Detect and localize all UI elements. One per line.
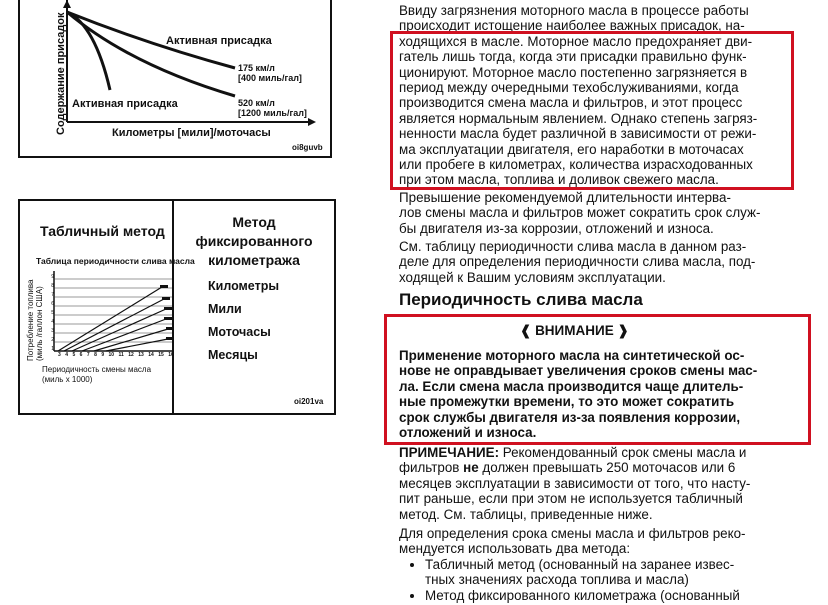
section-heading: Периодичность слива масла: [399, 290, 643, 309]
text-line: ходящихся в масле. Моторное масло предохраняет дви-: [399, 33, 753, 49]
methods-list: [399, 557, 779, 603]
option-engine-hours: Моточасы: [208, 325, 271, 339]
highlight-box-contamination: [390, 31, 794, 190]
x-tick: 15: [158, 352, 164, 358]
figure1-code: oi8guvb: [292, 143, 323, 152]
text-line: производится смена масла и фильтров, и этот процесс: [399, 95, 743, 111]
text-line: метод. См. таблицы, приведенные ниже.: [399, 506, 653, 522]
figure2-x-ticks: [58, 352, 174, 358]
figure2-y-label-line2: (миль /галлон США): [35, 286, 44, 361]
list-item-line: тных значениях расхода топлива и масла): [425, 572, 689, 588]
text-line: См. таблицу периодичности слива масла в данном раз-: [399, 239, 747, 254]
text-line: месяцев эксплуатации в зависимости от того, что насту-: [399, 475, 751, 491]
text-line: нове не оправдывает увеличения сроков смены мас-: [399, 363, 758, 379]
y-tick: 7: [51, 292, 54, 298]
text-line: деле для определения периодичности слива масла, под-: [399, 254, 756, 270]
figure2-x-label-line1: Периодичность смены масла: [42, 365, 152, 374]
warning-left-icon: ❰: [520, 323, 536, 338]
x-tick: 9: [101, 352, 105, 358]
figure2-x-label: [42, 365, 151, 385]
text-line: ные промежутки времени, то это может сократить: [399, 394, 735, 410]
figure2-code: oi201va: [294, 397, 324, 406]
figure1-value1-line2: [400 миль/гал]: [238, 73, 302, 83]
text-line: Для определения срока смены масла и фильтров реко-: [399, 526, 746, 541]
figure2-fixed-distance-title: [176, 213, 332, 270]
paragraph-see-table: [399, 239, 779, 285]
x-tick: 11: [118, 352, 124, 358]
figure1-value1-line1: 175 км/л: [238, 63, 275, 73]
list-item: [425, 588, 779, 603]
text-line: ма эксплуатации двигателя, его наработки в моточасах: [399, 141, 744, 157]
x-tick: 3: [58, 352, 61, 358]
figure2-chart: [44, 267, 174, 363]
figure-additive-depletion: [0, 0, 330, 158]
list-item-line: Метод фиксированного километража (основанный: [425, 587, 740, 603]
note-text: должен превышать 250 моточасов или 6: [478, 460, 736, 476]
text-line: ходящей к Вашим условиям эксплуатации.: [399, 269, 666, 285]
x-tick: 12: [128, 352, 134, 358]
figure1-curve-bottom-label: Активная присадка: [72, 98, 178, 110]
y-tick: 3: [51, 328, 54, 334]
text-line: ционируют. Моторное масло постепенно загрязняется в: [399, 64, 748, 80]
warning-right-icon: ❱: [613, 323, 629, 338]
figure2-fixed-title-line1: Метод фиксированного: [195, 214, 313, 249]
text-line: Ввиду загрязнения моторного масла в процессе работы: [399, 3, 749, 18]
x-tick: 8: [94, 352, 97, 358]
x-tick: 16: [168, 352, 174, 358]
y-tick: 6: [51, 301, 54, 307]
text-line: при этом масла, топлива и доливок свежего масла.: [399, 172, 719, 188]
y-tick: 2: [51, 337, 54, 343]
note-text: Рекомендованный срок смены масла и: [499, 445, 747, 460]
note-emphasis: не: [463, 460, 479, 476]
text-line: период между очередными техобслуживаниями, когда: [399, 80, 739, 96]
option-miles: Мили: [208, 302, 242, 316]
y-tick: 8: [51, 283, 54, 289]
figure2-y-label: [26, 280, 44, 362]
highlight-box-warning: [384, 314, 811, 445]
figure2-table-method-title: Табличный метод: [40, 223, 165, 239]
paragraph-two-methods: [399, 526, 779, 603]
text-line: ненности масла будет различной в зависимости от режи-: [399, 126, 757, 142]
text-line: мендуется использовать два метода:: [399, 541, 631, 557]
figure2-fixed-title-line2: километража: [208, 252, 300, 268]
y-tick: 9: [51, 274, 54, 280]
note-text: фильтров: [399, 460, 464, 476]
x-tick: 4: [65, 352, 68, 358]
option-kilometers: Километры: [208, 279, 280, 293]
figure1-curve-top-label: Активная присадка: [166, 35, 272, 47]
figure2-chart-title: Таблица периодичности слива масла: [36, 256, 195, 266]
figure1-value2-line2: [1200 миль/гал]: [238, 108, 307, 118]
list-item-line: Табличный метод (основанный на заранее извес-: [425, 556, 735, 572]
x-tick: 6: [79, 352, 83, 358]
x-tick: 10: [108, 352, 115, 358]
text-line: срок службы двигателя из-за появления коррозии,: [399, 409, 741, 425]
text-line: лов смены масла и фильтров может сократить срок служ-: [399, 205, 761, 221]
text-line: Применение моторного масла на синтетической ос-: [399, 348, 745, 363]
text-line: происходит истощение наиболее важных присадок, на-: [399, 18, 745, 34]
x-tick: 14: [148, 352, 154, 358]
text-line: пит раньше, если при этом не используется табличный: [399, 491, 743, 507]
y-tick: 5: [51, 310, 54, 316]
x-tick: 5: [72, 352, 76, 358]
text-line: или пробеге в километрах, количества израсходованных: [399, 157, 753, 173]
note-label: ПРИМЕЧАНИЕ:: [399, 445, 500, 460]
figure-oil-change-methods: [18, 199, 336, 415]
x-tick: 13: [138, 352, 144, 358]
list-item: [425, 557, 779, 588]
text-line: гатель лишь тогда, когда эти присадки правильно функ-: [399, 49, 747, 65]
figure1-y-axis-label: Содержание присадок: [55, 12, 67, 135]
text-line: Превышение рекомендуемой длительности интерва-: [399, 190, 731, 205]
text-line: является нормальным явлением. Однако степень загряз-: [399, 110, 758, 126]
paragraph-exceeding-interval: [399, 190, 779, 236]
note-paragraph: [399, 445, 779, 522]
x-tick: 7: [86, 352, 90, 358]
y-tick: 4: [51, 319, 54, 325]
text-line: ла. Если смена масла производится чаще длитель-: [399, 378, 744, 394]
figure1-x-axis-label: Километры [мили]/моточасы: [112, 127, 271, 139]
figure2-y-ticks: [44, 273, 54, 354]
figure2-y-label-line1: Потребление топлива: [26, 279, 35, 361]
figure1-value2-line1: 520 км/л: [238, 98, 275, 108]
option-months: Месяцы: [208, 348, 258, 362]
warning-title-text: ВНИМАНИЕ: [535, 323, 614, 338]
figure2-x-label-line2: (миль x 1000): [42, 375, 93, 384]
figure2-options-list: [208, 275, 279, 367]
y-tick: 1: [51, 346, 54, 352]
text-line: отложений и износа.: [399, 425, 537, 441]
text-line: бы двигателя из-за коррозии, отложений и износа.: [399, 220, 714, 236]
